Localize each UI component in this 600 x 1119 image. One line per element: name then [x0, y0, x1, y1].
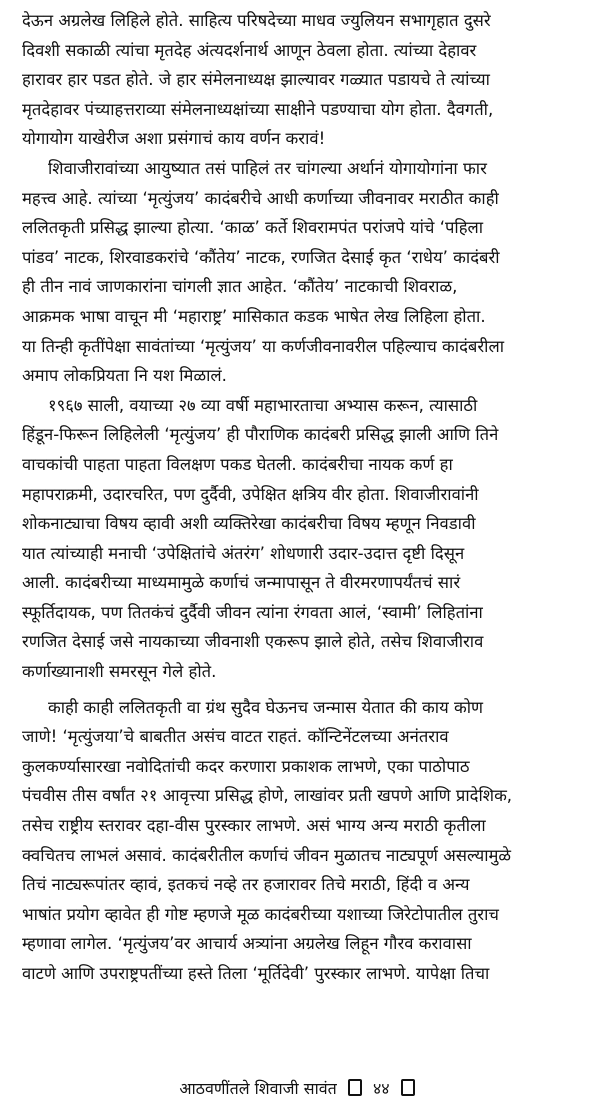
footer-box-left-icon: [348, 1079, 362, 1096]
text-line: महत्त्व आहे. त्यांच्या ‘मृत्युंजय’ कादंबरीचे आधी कर्णाच्या जीवनावर मराठीत काही: [22, 188, 499, 208]
footer-book-title: आठवणींतले शिवाजी सावंत: [179, 1079, 337, 1098]
text-line: कुलकर्ण्यासारखा नवोदितांची कदर करणारा प्रकाशक लाभणे, एका पाठोपाठ: [22, 756, 470, 776]
text-line: वाचकांची पाहता पाहता विलक्षण पकड घेतली. कादंबरीचा नायक कर्ण हा: [22, 454, 453, 474]
footer-page-number: ४४: [372, 1079, 390, 1098]
text-line: भाषांत प्रयोग व्हावेत ही गोष्ट म्हणजे मूळ कादंबरीच्या यशाच्या जिरेटोपातील तुराच: [22, 904, 499, 924]
text-line: आक्रमक भाषा वाचून मी ‘महाराष्ट्र’ मासिकात कडक भाषेत लेख लिहिला होता.: [22, 306, 486, 326]
page-body: [22, 6, 588, 989]
text-line: तिचं नाट्यरूपांतर व्हावं, इतकचं नव्हे तर हजारावर तिचे मराठी, हिंदी व अन्य: [22, 875, 470, 895]
paragraph-1: [22, 6, 588, 154]
text-line: मृतदेहावर पंच्याहत्तराव्या संमेलनाध्यक्षांच्या साक्षीने पडण्याचा योग होता. दैवगती,: [22, 99, 494, 119]
text-line: हिंडून-फिरून लिहिलेली ‘मृत्युंजय’ ही पौराणिक कादंबरी प्रसिद्ध झाली आणि तिने: [22, 425, 499, 445]
text-line: यात त्यांच्याही मनाची ‘उपेक्षितांचे अंतरंग’ शोधणारी उदार-उदात्त दृष्टी दिसून: [22, 543, 465, 563]
text-line: ललितकृती प्रसिद्ध झाल्या होत्या. ‘काळ’ कर्ते शिवरामपंत परांजपे यांचे ‘पहिला: [22, 218, 484, 238]
text-line: क्वचितच लाभलं असावं. कादंबरीतील कर्णाचं जीवन मुळातच नाट्यपूर्ण असल्यामुळे: [22, 845, 512, 865]
text-line: जाणे! ‘मृत्युंजया’चे बाबतीत असंच वाटत राहतं. कॉन्टिनेंटलच्या अनंतराव: [22, 727, 449, 747]
text-line: कर्णाख्यानाशी समरसून गेले होते.: [22, 662, 217, 682]
text-line: योगायोग याखेरीज अशा प्रसंगाचं काय वर्णन करावं!: [22, 129, 326, 149]
paragraph-2: [22, 154, 588, 391]
text-line: काही काही ललितकृती वा ग्रंथ सुदैव घेऊनच जन्मास येतात की काय कोण: [48, 697, 484, 717]
text-line: पांडव’ नाटक, शिरवाडकरांचे ‘कौंतेय’ नाटक, रणजित देसाई कृत ‘राधेय’ कादंबरी: [22, 247, 500, 267]
text-line: अमाप लोकप्रियता नि यश मिळालं.: [22, 366, 227, 386]
text-line: दिवशी सकाळी त्यांचा मृतदेह अंत्यदर्शनार्थ आणून ठेवला होता. त्यांच्या देहावर: [22, 40, 477, 60]
text-line: स्फूर्तिदायक, पण तितकंचं दुर्दैवी जीवन त्यांना रंगवता आलं, ‘स्वामी’ लिहितांना: [22, 602, 483, 622]
text-line: या तिन्ही कृतींपेक्षा सावंतांच्या ‘मृत्युंजय’ या कर्णजीवनावरील पहिल्याच कादंबरीला: [22, 336, 505, 356]
text-line: तसेच राष्ट्रीय स्तरावर दहा-वीस पुरस्कार लाभणे. असं भाग्य अन्य मराठी कृतीला: [22, 816, 486, 836]
paragraph-3: [22, 391, 588, 687]
text-line: देऊन अग्रलेख लिहिले होते. साहित्य परिषदेच्या माधव ज्युलियन सभागृहात दुसरे: [22, 11, 491, 30]
page-footer: [0, 1076, 600, 1102]
text-line: आली. कादंबरीच्या माध्यमामुळे कर्णाचं जन्मापासून ते वीरमरणापर्यंतचं सारं: [22, 573, 461, 593]
text-line: वाटणे आणि उपराष्ट्रपतींच्या हस्ते तिला ‘मूर्तिदेवी’ पुरस्कार लाभणे. यापेक्षा तिचा: [22, 964, 490, 983]
text-line: म्हणावा लागेल. ‘मृत्युंजय’वर आचार्य अत्र्यांना अग्रलेख लिहून गौरव करावासा: [22, 934, 472, 954]
text-line: हारावर हार पडत होते. जे हार संमेलनाध्यक्ष झाल्यावर गळ्यात पडायचे ते त्यांच्या: [22, 70, 490, 90]
text-line: रणजित देसाई जसे नायकाच्या जीवनाशी एकरूप झाले होते, तसेच शिवाजीराव: [22, 632, 484, 652]
text-line: शिवाजीरावांच्या आयुष्यात तसं पाहिलं तर चांगल्या अर्थानं योगायोगांना फार: [48, 158, 487, 178]
text-line: पंचवीस तीस वर्षांत २१ आवृत्त्या प्रसिद्ध होणे, लाखांवर प्रती खपणे आणि प्रादेशिक,: [22, 786, 513, 806]
text-line: ही तीन नावं जाणकारांना चांगली ज्ञात आहेत. ‘कौंतेय’ नाटकाची शिवराळ,: [22, 277, 458, 297]
paragraph-4: [22, 693, 588, 989]
footer-box-right-icon: [401, 1079, 415, 1096]
text-line: शोकनाट्याचा विषय व्हावी अशी व्यक्तिरेखा कादंबरीचा विषय म्हणून निवडावी: [22, 514, 476, 534]
text-line: महापराक्रमी, उदारचरित, पण दुर्दैवी, उपेक्षित क्षत्रिय वीर होता. शिवाजीरावांनी: [22, 484, 479, 504]
text-line: १९६७ साली, वयाच्या २७ व्या वर्षी महाभारताचा अभ्यास करून, त्यासाठी: [48, 395, 478, 415]
